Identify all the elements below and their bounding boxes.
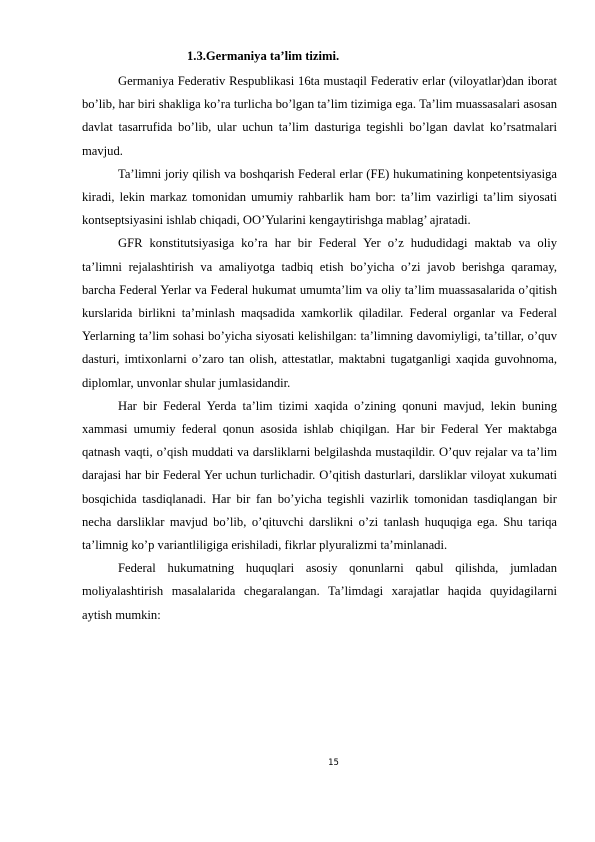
paragraph-2-text: Ta’limni joriy qilish va boshqarish Federal erlar (FE) hukumatining konpetentsiyasiga kiradi, lekin markaz tomonidan umumiy rahbarlik ham bor: ta’lim vazirligi ta’lim siyosati kontseptsiyasini ishlab chiqadi, OO’Yularini kengaytirishga mablag’ ajratadi. (82, 166, 557, 228)
page-number: 15 (328, 758, 339, 768)
section-heading: 1.3.Germaniya ta’lim tizimi. (187, 49, 340, 63)
paragraph-5-text: Federal hukumatning huquqlari asosiy qonunlarni qabul qilishda, jumladan moliyalashtirish masalalarida chegaralangan. Ta’limdagi xarajatlar haqida quyidagilarni aytish mumkin: (82, 561, 557, 622)
paragraph-4 (82, 395, 557, 557)
paragraph-1-text: Germaniya Federativ Respublikasi 16ta mustaqil Federativ erlar (viloyatlar)dan iborat bo’lib, har biri shakliga ko’ra turlicha bo’lgan ta’lim tizimiga ega. Ta’lim muassasalari asosan davlat tasarrufida bo’lib, ular uchun ta’lim dasturiga tegishli bo’lgan davlat ko’rsatmalari mavjud. (82, 74, 557, 158)
paragraph-3 (82, 232, 557, 394)
paragraph-4-text: Har bir Federal Yerda ta’lim tizimi xaqida o’zining qonuni mavjud, lekin buning xammasi umumiy federal qonun asosida ishlab chiqilgan. Har bir Federal Yer maktabga qatnash vaqti, o’qish muddati va darsliklarni belgilashda mustaqildir. O’quv rejalar va ta’lim darajasi har bir Federal Yer uchun turlichadir. O’qitish dasturlari, darsliklar viloyat xukumati bosqichida tasdiqlanadi. Har bir fan bo’yicha tegishli vazirlik tomonidan tasdiqlangan bir necha darsliklar mavjud bo’lib, o’qituvchi darslikni o’zi tanlash huquqiga ega. Shu tariqa ta’limnig ko’p variantliligiga erishiladi, fikrlar plyuralizmi ta’minlanadi. (82, 398, 557, 553)
paragraph-1 (82, 70, 557, 163)
document-body (82, 46, 557, 627)
paragraph-2 (82, 163, 557, 233)
paragraph-3-text: GFR konstitutsiyasiga ko’ra har bir Federal Yer o’z hududidagi maktab va oliy ta’limni rejalashtirish va amaliyotga tadbiq etish bo’yicha o’zi javob berishga qaramay, barcha Federal Yerlar va Federal hukumat umumta’lim va oliy ta’lim muassasalarida o’qitish kurslarida birlikni ta’minlash maqsadida xamkorlik qiladilar. Federal organlar va Federal Yerlarning ta’lim sohasi bo’yicha siyosati kelishilgan: ta’limning davomiyligi, ta’tillar, o’quv dasturi, imtixonlarni o’zaro tan olish, attestatlar, maktabni tugatganligi xaqida guvohnoma, diplomlar, unvonlar shular jumlasidandir. (82, 236, 557, 390)
paragraph-5 (82, 557, 557, 627)
